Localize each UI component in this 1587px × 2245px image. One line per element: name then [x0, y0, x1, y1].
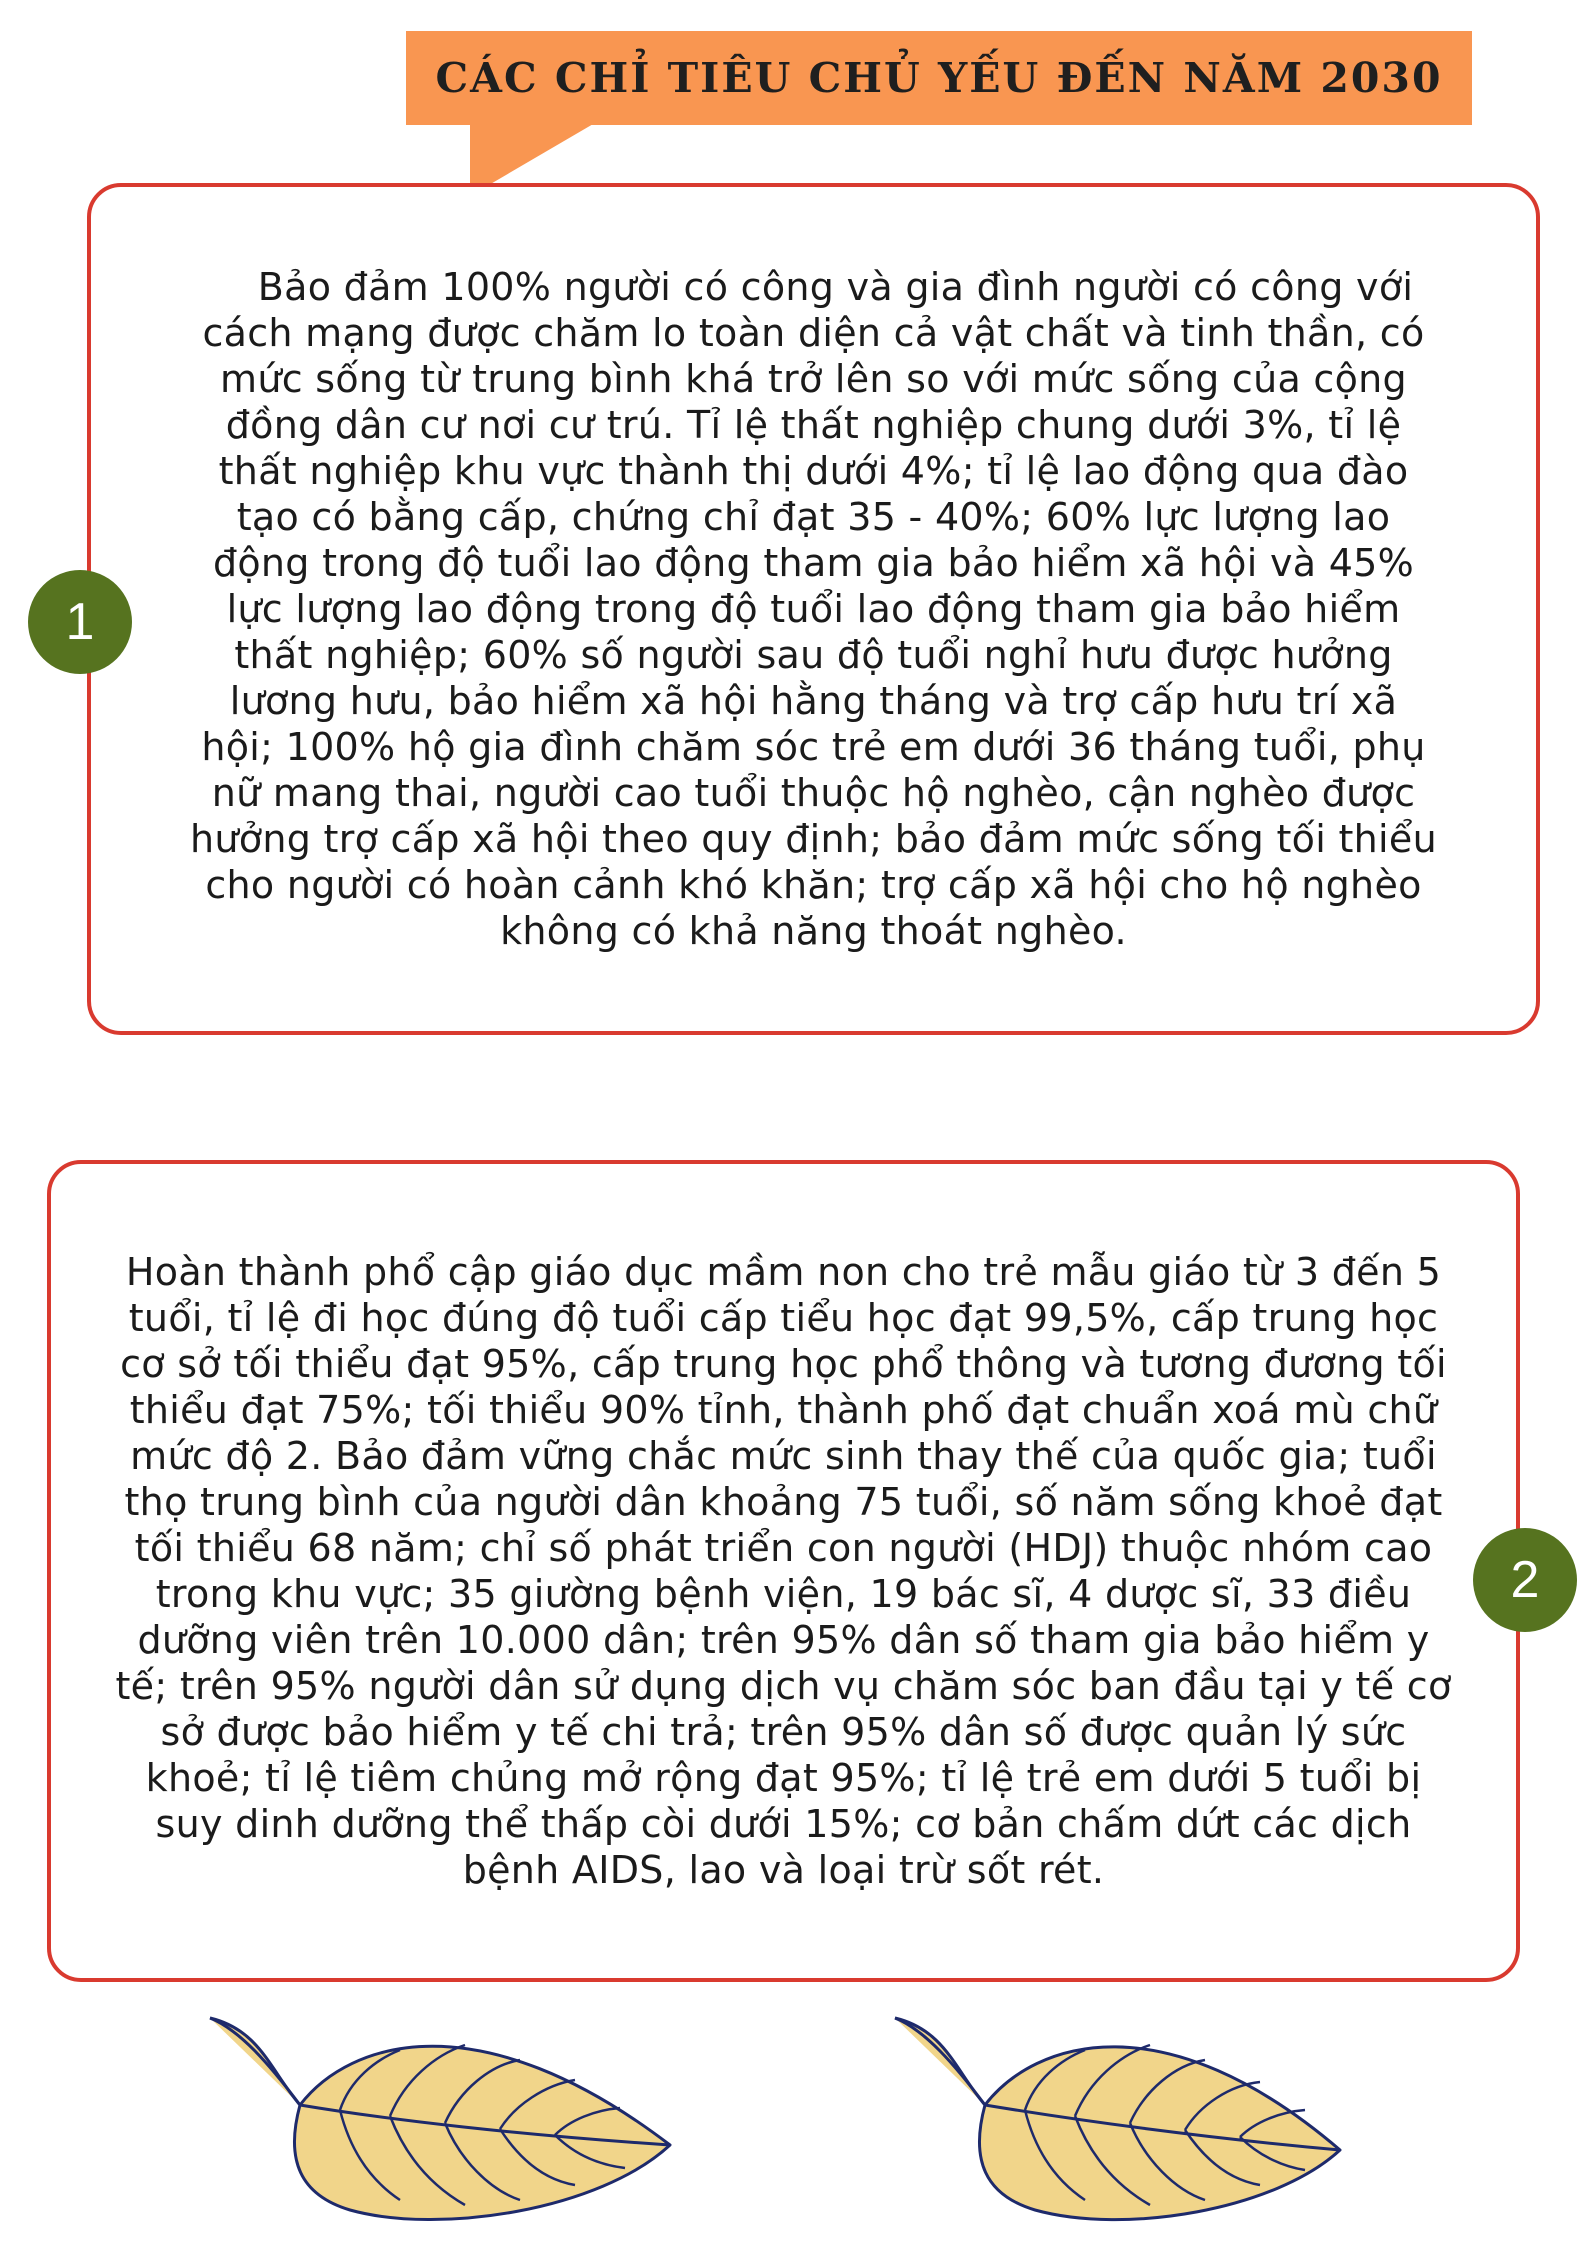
- page-title: CÁC CHỈ TIÊU CHỦ YẾU ĐẾN NĂM 2030: [435, 54, 1443, 102]
- number-badge-1: [28, 570, 132, 674]
- badge-number-2: 2: [1510, 1551, 1540, 1609]
- target-text-1: Bảo đảm 100% người có công và gia đình người có công với cách mạng được chăm lo toàn diện cả vật chất và tinh thần, có mức sống từ trung bình khá trở lên so với mức sống của cộng đồng dân cư nơi cư trú. Tỉ lệ thất nghiệp chung dưới 3%, tỉ lệ thất nghiệp khu vực thành thị dưới 4%; tỉ lệ lao động qua đào tạo có bằng cấp, chứng chỉ đạt 35 - 40%; 60% lực lượng lao động trong độ tuổi lao động tham gia bảo hiểm xã hội và 45% lực lượng lao động trong độ tuổi lao động tham gia bảo hiểm thất nghiệp; 60% số người sau độ tuổi nghỉ hưu được hưởng lương hưu, bảo hiểm xã hội hằng tháng và trợ cấp hưu trí xã hội; 100% hộ gia đình chăm sóc trẻ em dưới 36 tháng tuổi, phụ nữ mang thai, người cao tuổi thuộc hộ nghèo, cận nghèo được hưởng trợ cấp xã hội theo quy định; bảo đảm mức sống tối thiểu cho người có hoàn cảnh khó khăn; trợ cấp xã hội cho hộ nghèo không có khả năng thoát nghèo.: [190, 265, 1437, 953]
- target-panel-1: [87, 183, 1540, 1035]
- leaf-icon: [885, 2010, 1365, 2240]
- target-panel-2: [47, 1160, 1520, 1982]
- number-badge-2: [1473, 1528, 1577, 1632]
- leaf-icon: [200, 2010, 680, 2240]
- header-callout: [406, 31, 1472, 125]
- target-text-2: Hoàn thành phổ cập giáo dục mầm non cho trẻ mẫu giáo từ 3 đến 5 tuổi, tỉ lệ đi học đúng độ tuổi cấp tiểu học đạt 99,5%, cấp trung học cơ sở tối thiểu đạt 95%, cấp trung học phổ thông và tương đương tối thiểu đạt 75%; tối thiểu 90% tỉnh, thành phố đạt chuẩn xoá mù chữ mức độ 2. Bảo đảm vững chắc mức sinh thay thế của quốc gia; tuổi thọ trung bình của người dân khoảng 75 tuổi, số năm sống khoẻ đạt tối thiểu 68 năm; chỉ số phát triển con người (HDJ) thuộc nhóm cao trong khu vực; 35 giường bệnh viện, 19 bác sĩ, 4 dược sĩ, 33 điều dưỡng viên trên 10.000 dân; trên 95% dân số tham gia bảo hiểm y tế; trên 95% người dân sử dụng dịch vụ chăm sóc ban đầu tại y tế cơ sở được bảo hiểm y tế chi trả; trên 95% dân số được quản lý sức khoẻ; tỉ lệ tiêm chủng mở rộng đạt 95%; tỉ lệ trẻ em dưới 5 tuổi bị suy dinh dưỡng thể thấp còi dưới 15%; cơ bản chấm dứt các dịch bệnh AIDS, lao và loại trừ sốt rét.: [115, 1250, 1452, 1892]
- badge-number-1: 1: [65, 593, 95, 651]
